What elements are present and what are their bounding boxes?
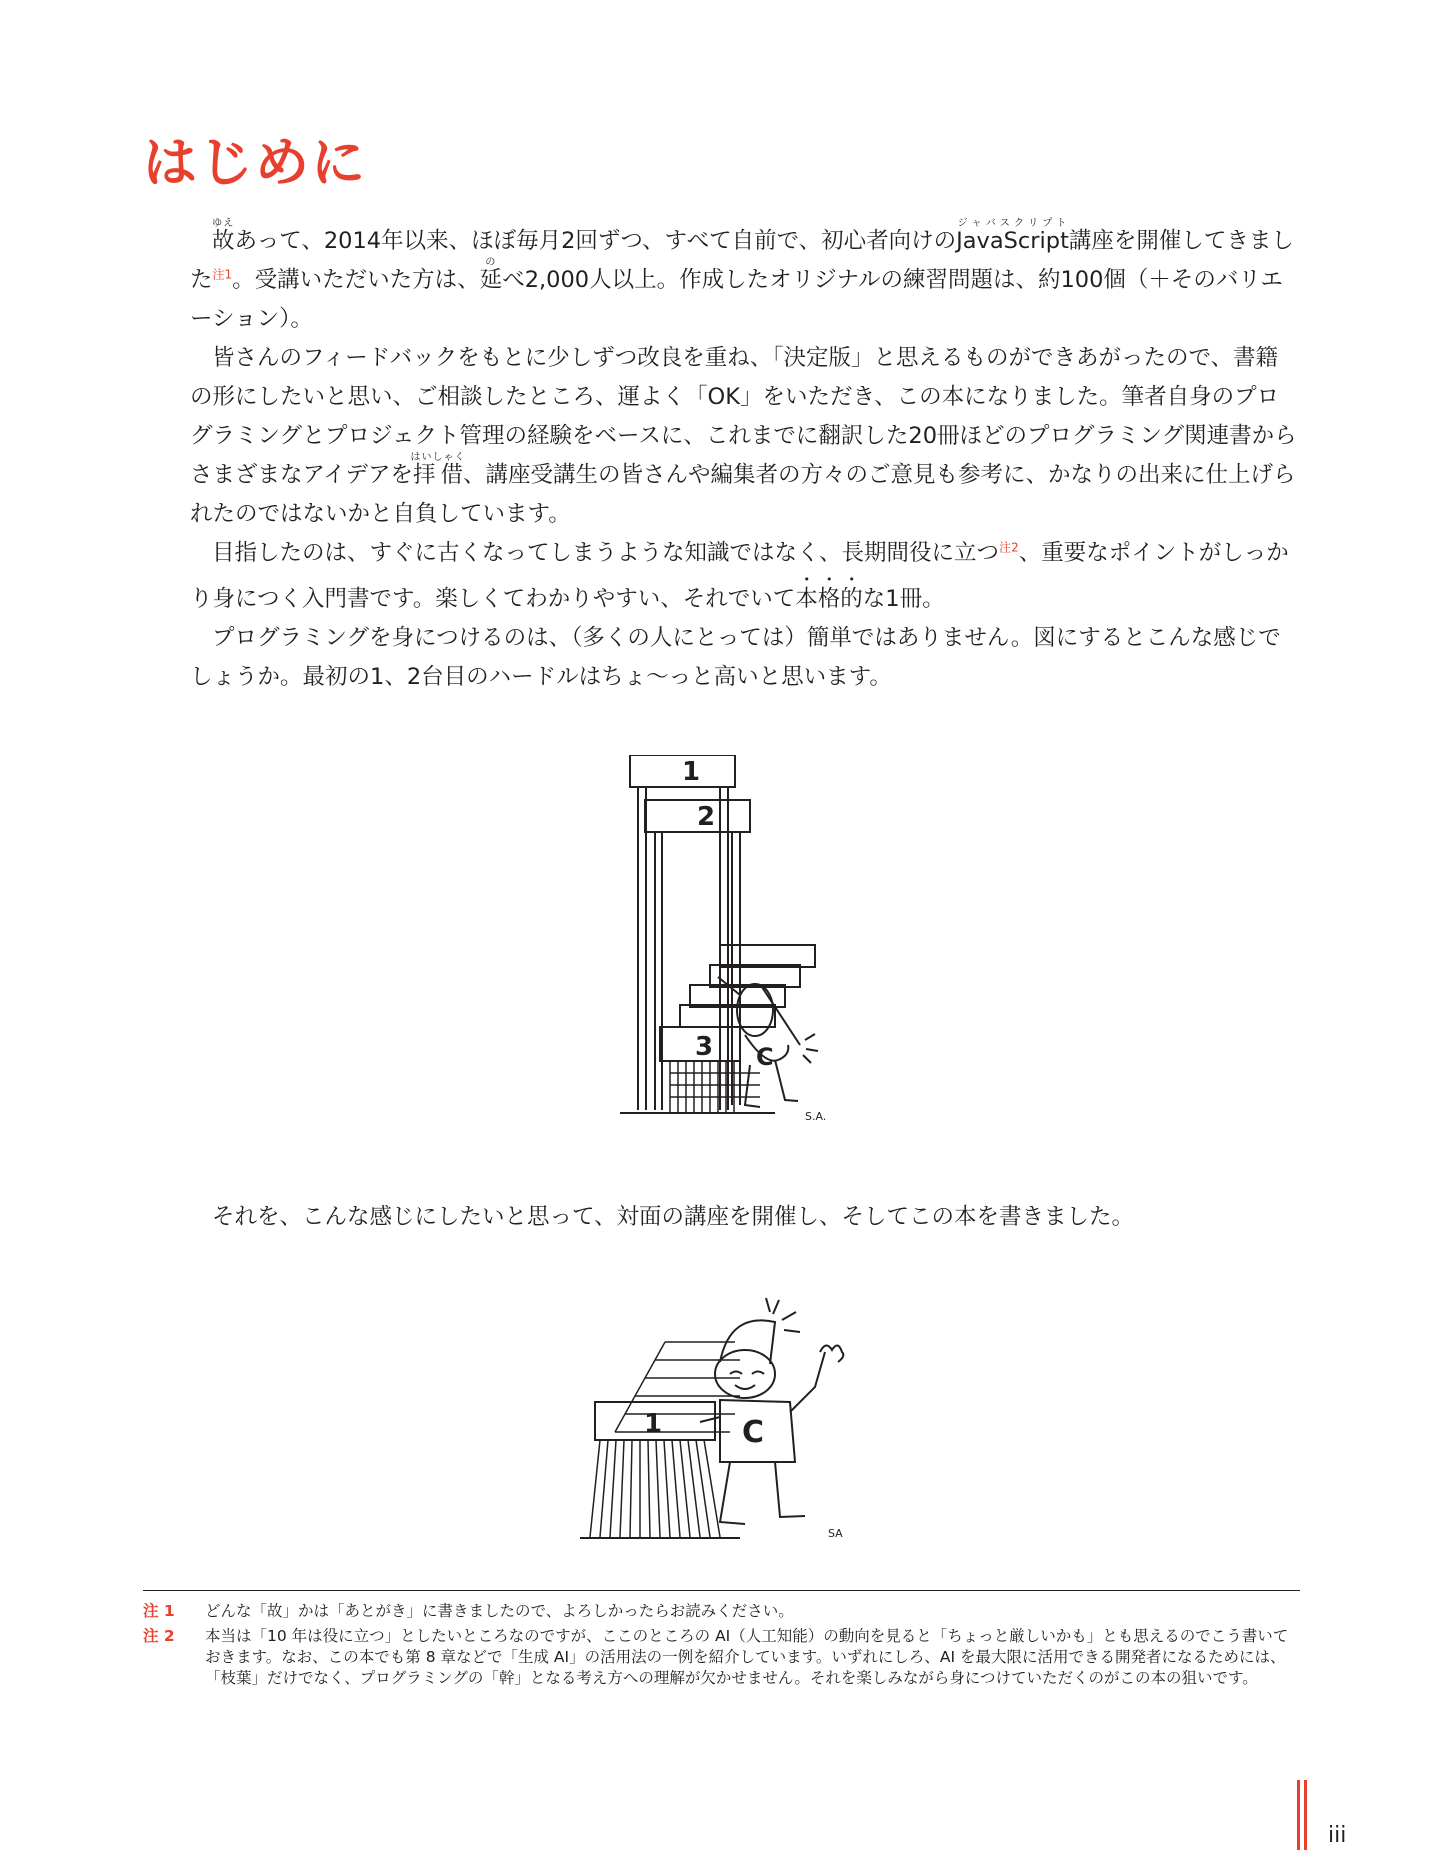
artist-signature-2: SA <box>828 1527 843 1540</box>
closing-text <box>190 1198 1300 1237</box>
hurdle-label-3: 3 <box>695 1032 714 1062</box>
ruby-javascript: JavaScriptジャバスクリプト <box>956 218 1069 254</box>
footnote-label: 注 2 <box>143 1627 175 1645</box>
footnote-1 <box>143 1601 1300 1622</box>
paragraph-3: 目指したのは、すぐに古くなってしまうような知識ではなく、長期間役に立つ$^{注2}$、重要なポイントがしっかり身につく入門書です。楽しくてわかりやすい、それでいて本格的な1冊。 <box>190 540 1289 612</box>
note-ref-2: 注2 <box>999 540 1019 555</box>
footnote-text: 本当は「10 年は役に立つ」としたいところなのですが、ここのところの AI（人工知能）の動向を見ると「ちょっと厳しいかも」とも思えるのでこう書いておきます。なお、この本でも第 8 章などで「生成 AI」の活用法の一例を紹介しています。いずれにしろ、AI を最大限に活用できる開発者になるためには、「枝葉」だけでなく、プログラミングの「幹」となる考え方への理解が欠かせません。それを楽しみながら身につけていただくのがこの本の狙いです。 <box>205 1627 1289 1687</box>
page-edge-rule <box>1297 1780 1300 1850</box>
character-shirt-letter-2: C <box>742 1415 765 1450</box>
footnote-label: 注 1 <box>143 1602 175 1620</box>
page-number: iii <box>1328 1823 1347 1848</box>
paragraph-2: 皆さんのフィードバックをもとに少しずつ改良を重ね、「決定版」と思えるものができあがったので、書籍の形にしたいと思い、ご相談したところ、運よく「OK」をいただき、この本になりました。筆者自身のプログラミングとプロジェクト管理の経験をベースに、これまでに翻訳した20冊ほどのプログラミング関連書からさまざまなアイデアを拝借はいしゃく、講座受講生の皆さんや編集者の方々のご意見も参考に、かなりの出来に仕上げられたのではないかと自負しています。 <box>190 345 1297 527</box>
artist-signature: S.A. <box>805 1110 827 1123</box>
emphasis-honkakuteki: 本格的 <box>795 586 863 612</box>
hurdle-label-2: 2 <box>697 802 716 832</box>
paragraph-4: プログラミングを身につけるのは、（多くの人にとっては）簡単ではありません。図にするとこんな感じでしょうか。最初の1、2台目のハードルはちょ〜っと高いと思います。 <box>190 625 1281 690</box>
ruby-no: 延の <box>479 257 503 293</box>
character-shirt-letter: C <box>756 1043 774 1071</box>
paragraph-1: 故ゆえあって、2014年以来、ほぼ毎月2回ずつ、すべて自前で、初心者向けのJavaScriptジャバスクリプト講座を開催してきました$^{注1}$。受講いただいた方は、延のべ2,000人以上。作成したオリジナルの練習問題は、約100個（＋そのバリエーション）。 <box>190 218 1294 332</box>
hurdle-label-1b: 1 <box>644 1409 663 1439</box>
hurdle-label-1: 1 <box>682 757 701 787</box>
paragraph-5: それを、こんな感じにしたいと思って、対面の講座を開催し、そしてこの本を書きました。 <box>212 1204 1135 1230</box>
hurdles-illustration-1 <box>600 755 860 1125</box>
footnotes <box>143 1590 1300 1693</box>
page-title: はじめに <box>143 131 367 194</box>
footnote-2 <box>143 1626 1300 1689</box>
note-ref-1: 注1 <box>212 267 233 282</box>
footnote-text: どんな「故」かは「あとがき」に書きましたので、よろしかったらお読みください。 <box>205 1602 794 1620</box>
ruby-haishaku: 拝借はいしゃく <box>410 452 466 488</box>
intro-text <box>190 218 1300 697</box>
page-edge-rule <box>1304 1780 1307 1850</box>
ruby-yue: 故ゆえ <box>212 218 235 254</box>
hurdles-illustration-2 <box>570 1292 880 1542</box>
